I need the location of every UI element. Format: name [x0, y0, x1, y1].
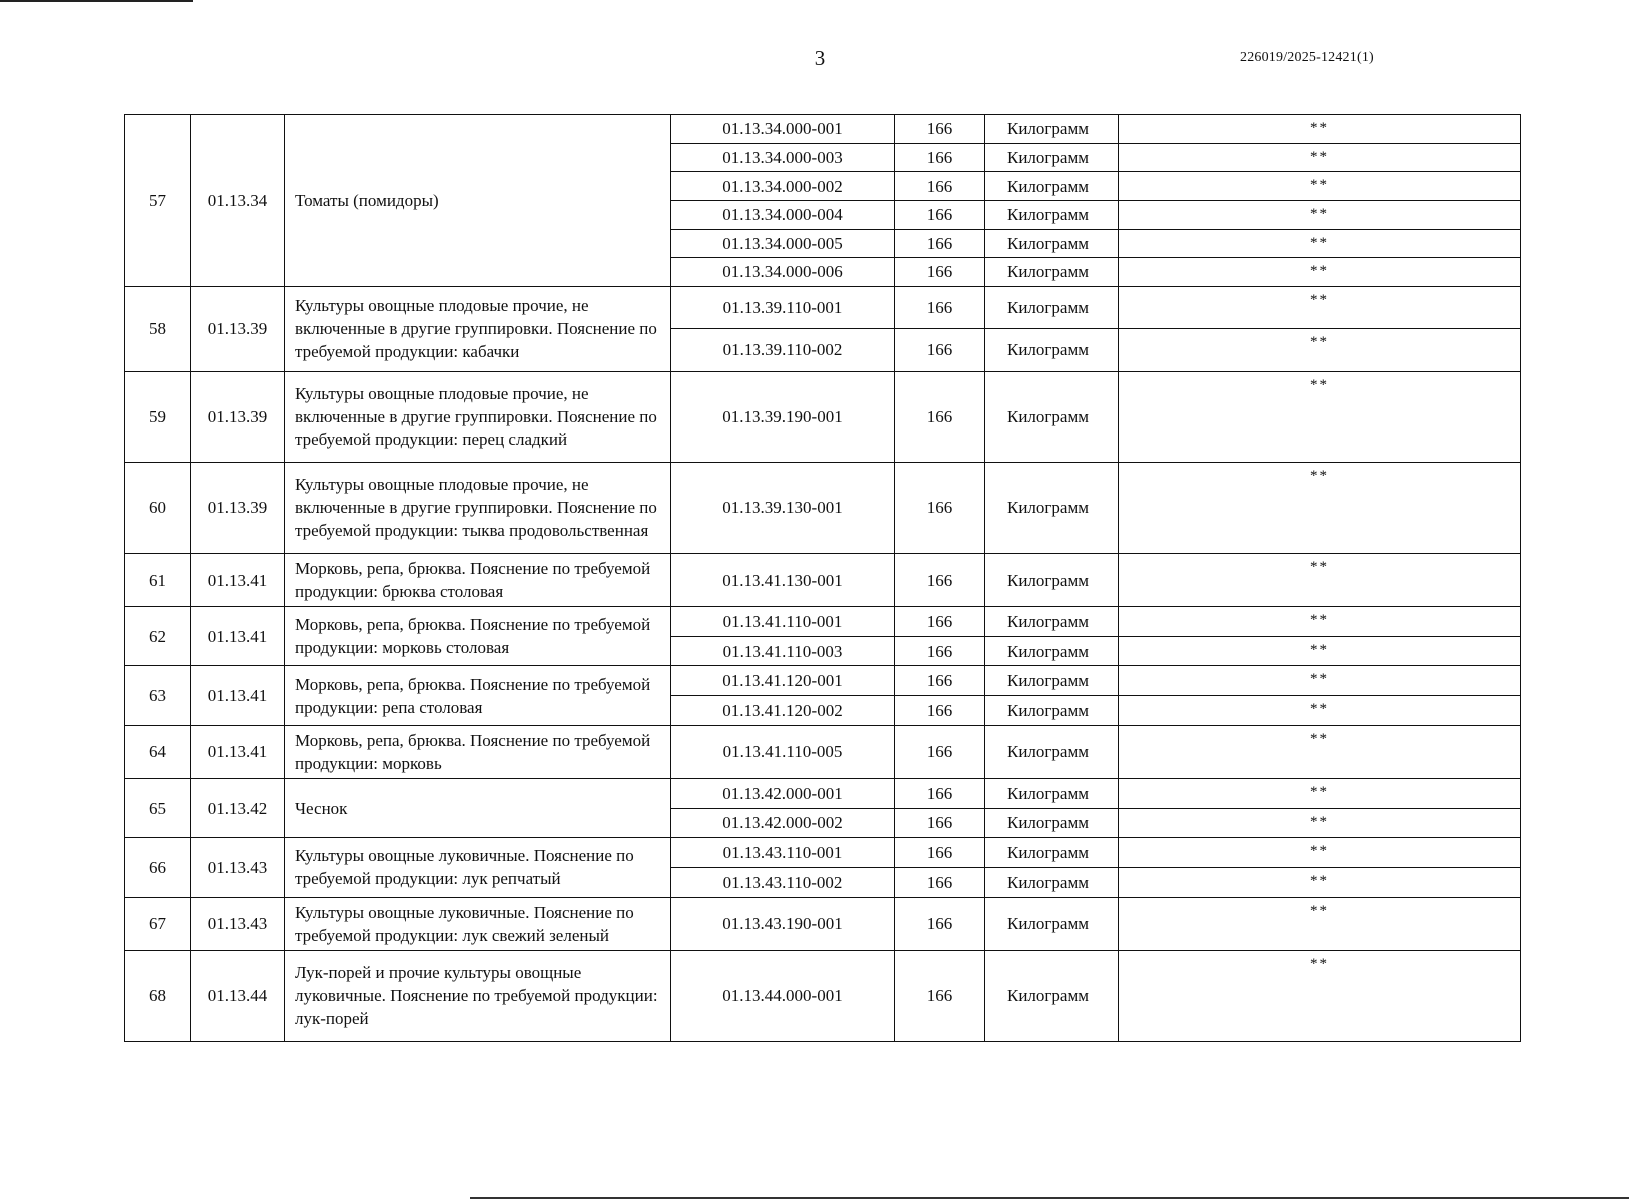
unit-code: 166	[895, 838, 985, 868]
unit-code: 166	[895, 950, 985, 1041]
okpd-code: 01.13.41	[191, 725, 285, 778]
table-row	[125, 462, 1521, 553]
unit-name: Килограмм	[985, 286, 1119, 328]
ktru-code: 01.13.34.000-006	[671, 258, 895, 287]
okpd-code: 01.13.43	[191, 838, 285, 897]
footnote-mark: **	[1119, 286, 1521, 328]
row-number: 62	[125, 607, 191, 666]
product-name: Культуры овощные плодовые прочие, не включенные в другие группировки. Пояснение по требуемой продукции: кабачки	[285, 286, 671, 371]
row-number: 58	[125, 286, 191, 371]
unit-code: 166	[895, 867, 985, 897]
ktru-code: 01.13.42.000-001	[671, 778, 895, 808]
ktru-code: 01.13.41.120-001	[671, 666, 895, 696]
ktru-code: 01.13.41.110-003	[671, 636, 895, 666]
unit-code: 166	[895, 371, 985, 462]
unit-name: Килограмм	[985, 838, 1119, 868]
footnote-mark: **	[1119, 725, 1521, 778]
unit-name: Килограмм	[985, 554, 1119, 607]
ktru-code: 01.13.44.000-001	[671, 950, 895, 1041]
footnote-mark: **	[1119, 867, 1521, 897]
unit-code: 166	[895, 229, 985, 258]
footnote-mark: **	[1119, 229, 1521, 258]
page-number: 3	[814, 46, 826, 70]
unit-code: 166	[895, 258, 985, 287]
footnote-mark: **	[1119, 607, 1521, 637]
footnote-mark: **	[1119, 897, 1521, 950]
ktru-code: 01.13.39.110-002	[671, 329, 895, 371]
row-number: 67	[125, 897, 191, 950]
table-row	[125, 838, 1521, 868]
ktru-code: 01.13.34.000-003	[671, 143, 895, 172]
ktru-code: 01.13.41.120-002	[671, 696, 895, 726]
product-name: Морковь, репа, брюква. Пояснение по требуемой продукции: репа столовая	[285, 666, 671, 725]
unit-name: Килограмм	[985, 200, 1119, 229]
unit-code: 166	[895, 607, 985, 637]
ktru-code: 01.13.34.000-002	[671, 172, 895, 201]
row-number: 65	[125, 778, 191, 837]
unit-name: Килограмм	[985, 229, 1119, 258]
ktru-code: 01.13.42.000-002	[671, 808, 895, 838]
row-number: 63	[125, 666, 191, 725]
ktru-code: 01.13.41.130-001	[671, 554, 895, 607]
unit-code: 166	[895, 808, 985, 838]
unit-code: 166	[895, 329, 985, 371]
table-row	[125, 286, 1521, 328]
unit-name: Килограмм	[985, 696, 1119, 726]
row-number: 61	[125, 554, 191, 607]
unit-name: Килограмм	[985, 725, 1119, 778]
unit-name: Килограмм	[985, 258, 1119, 287]
table-row	[125, 950, 1521, 1041]
products-table	[124, 114, 1521, 1042]
footnote-mark: **	[1119, 696, 1521, 726]
unit-name: Килограмм	[985, 778, 1119, 808]
unit-name: Килограмм	[985, 462, 1119, 553]
footnote-mark: **	[1119, 778, 1521, 808]
unit-name: Килограмм	[985, 867, 1119, 897]
ktru-code: 01.13.43.110-002	[671, 867, 895, 897]
ktru-code: 01.13.41.110-001	[671, 607, 895, 637]
unit-code: 166	[895, 172, 985, 201]
products-table-body	[125, 115, 1521, 1042]
scan-edge-bottom	[470, 1197, 1629, 1199]
product-name: Чеснок	[285, 778, 671, 837]
scan-edge-top	[0, 0, 193, 2]
unit-code: 166	[895, 200, 985, 229]
ktru-code: 01.13.41.110-005	[671, 725, 895, 778]
product-name: Морковь, репа, брюква. Пояснение по требуемой продукции: морковь	[285, 725, 671, 778]
unit-name: Килограмм	[985, 371, 1119, 462]
unit-code: 166	[895, 143, 985, 172]
footnote-mark: **	[1119, 200, 1521, 229]
okpd-code: 01.13.44	[191, 950, 285, 1041]
unit-name: Килограмм	[985, 808, 1119, 838]
unit-name: Килограмм	[985, 172, 1119, 201]
product-name: Морковь, репа, брюква. Пояснение по требуемой продукции: морковь столовая	[285, 607, 671, 666]
unit-name: Килограмм	[985, 666, 1119, 696]
row-number: 60	[125, 462, 191, 553]
unit-code: 166	[895, 554, 985, 607]
ktru-code: 01.13.39.190-001	[671, 371, 895, 462]
unit-code: 166	[895, 778, 985, 808]
document-reference: 226019/2025-12421(1)	[1240, 50, 1374, 65]
unit-name: Килограмм	[985, 115, 1119, 144]
unit-code: 166	[895, 666, 985, 696]
ktru-code: 01.13.34.000-001	[671, 115, 895, 144]
footnote-mark: **	[1119, 950, 1521, 1041]
unit-code: 166	[895, 462, 985, 553]
table-row	[125, 897, 1521, 950]
footnote-mark: **	[1119, 554, 1521, 607]
okpd-code: 01.13.41	[191, 607, 285, 666]
row-number: 68	[125, 950, 191, 1041]
footnote-mark: **	[1119, 838, 1521, 868]
table-row	[125, 725, 1521, 778]
products-table-wrapper	[124, 114, 1520, 1042]
unit-name: Килограмм	[985, 329, 1119, 371]
okpd-code: 01.13.41	[191, 666, 285, 725]
row-number: 57	[125, 115, 191, 287]
product-name: Культуры овощные плодовые прочие, не включенные в другие группировки. Пояснение по требуемой продукции: перец сладкий	[285, 371, 671, 462]
table-row	[125, 371, 1521, 462]
unit-name: Килограмм	[985, 143, 1119, 172]
okpd-code: 01.13.42	[191, 778, 285, 837]
product-name: Морковь, репа, брюква. Пояснение по требуемой продукции: брюква столовая	[285, 554, 671, 607]
ktru-code: 01.13.43.190-001	[671, 897, 895, 950]
ktru-code: 01.13.34.000-004	[671, 200, 895, 229]
product-name: Томаты (помидоры)	[285, 115, 671, 287]
ktru-code: 01.13.43.110-001	[671, 838, 895, 868]
footnote-mark: **	[1119, 808, 1521, 838]
ktru-code: 01.13.39.130-001	[671, 462, 895, 553]
okpd-code: 01.13.39	[191, 371, 285, 462]
footnote-mark: **	[1119, 172, 1521, 201]
row-number: 59	[125, 371, 191, 462]
footnote-mark: **	[1119, 666, 1521, 696]
row-number: 66	[125, 838, 191, 897]
table-row	[125, 666, 1521, 696]
unit-name: Килограмм	[985, 897, 1119, 950]
table-row	[125, 607, 1521, 637]
table-row	[125, 778, 1521, 808]
unit-code: 166	[895, 897, 985, 950]
okpd-code: 01.13.39	[191, 462, 285, 553]
product-name: Культуры овощные луковичные. Пояснение по требуемой продукции: лук свежий зеленый	[285, 897, 671, 950]
okpd-code: 01.13.39	[191, 286, 285, 371]
footnote-mark: **	[1119, 258, 1521, 287]
okpd-code: 01.13.34	[191, 115, 285, 287]
table-row	[125, 115, 1521, 144]
unit-code: 166	[895, 115, 985, 144]
unit-code: 166	[895, 725, 985, 778]
unit-name: Килограмм	[985, 607, 1119, 637]
okpd-code: 01.13.41	[191, 554, 285, 607]
product-name: Культуры овощные плодовые прочие, не включенные в другие группировки. Пояснение по требуемой продукции: тыква продовольственная	[285, 462, 671, 553]
unit-name: Килограмм	[985, 636, 1119, 666]
okpd-code: 01.13.43	[191, 897, 285, 950]
footnote-mark: **	[1119, 115, 1521, 144]
footnote-mark: **	[1119, 462, 1521, 553]
unit-code: 166	[895, 696, 985, 726]
ktru-code: 01.13.34.000-005	[671, 229, 895, 258]
footnote-mark: **	[1119, 143, 1521, 172]
unit-code: 166	[895, 286, 985, 328]
footnote-mark: **	[1119, 371, 1521, 462]
table-row	[125, 554, 1521, 607]
ktru-code: 01.13.39.110-001	[671, 286, 895, 328]
footnote-mark: **	[1119, 636, 1521, 666]
product-name: Культуры овощные луковичные. Пояснение по требуемой продукции: лук репчатый	[285, 838, 671, 897]
unit-name: Килограмм	[985, 950, 1119, 1041]
product-name: Лук-порей и прочие культуры овощные луковичные. Пояснение по требуемой продукции: лук-порей	[285, 950, 671, 1041]
row-number: 64	[125, 725, 191, 778]
footnote-mark: **	[1119, 329, 1521, 371]
unit-code: 166	[895, 636, 985, 666]
